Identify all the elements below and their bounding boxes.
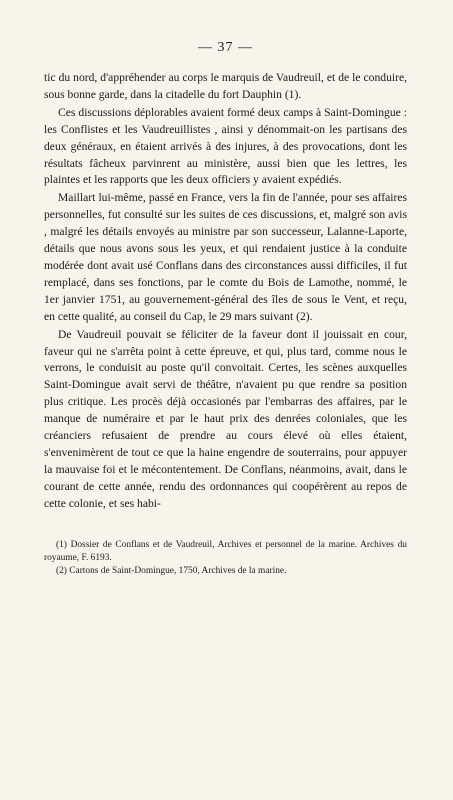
paragraph-camps: Ces discussions déplorables avaient formé deux camps à Saint-Domingue : les Conflistes et les Vaudreuillistes , ainsi y dénommait-on les partisans des deux généraux, en étaient arrivés à des injures, à des provocations, dont les résultats fâcheux parvinrent au ministère, aussi bien que les lettres, les plaintes et les rapports que les deux officiers y avaient expédiés. (44, 105, 407, 187)
paragraph-maillart: Maillart lui-même, passé en France, vers la fin de l'année, pour ses affaires personnelles, fut consulté sur les suites de ces discussions, et, malgré son avis , malgré les détails envoyés au ministre par son successeur, Lalanne-Laporte, détails que nous avons sous les yeux, et qui rendaient justice à la conduite modérée dont avait usé Conflans dans des circonstances aussi difficiles, il fut remplacé, dans ses fonctions, par le comte du Bois de Lamothe, nommé, le 1er janvier 1751, au gouvernement-général des îles de sous le Vent, et reçu, en cette qualité, au conseil du Cap, le 29 mars suivant (2). (44, 191, 407, 323)
page-number: — 37 — (198, 40, 253, 55)
paragraph-continuation: tic du nord, d'appréhender au corps le marquis de Vaudreuil, et de le conduire, sous bonne garde, dans la citadelle du fort Dauphin (1). (44, 71, 407, 101)
body-text (44, 70, 407, 513)
footnotes (44, 539, 407, 579)
paragraph-vaudreuil: De Vaudreuil pouvait se féliciter de la faveur dont il jouissait en cour, faveur qui ne s'arrêta point à cette épreuve, et qui, plus tard, comme nous le verrons, le conduisit au poste qu'il convoitait. Certes, les scènes auxquelles Saint-Domingue avait servi de théâtre, n'avaient pu que rendre sa position plus critique. Les procès déjà occasionés par l'embarras des affaires, par le manque de numéraire et par le haut prix des denrées coloniales, que les créanciers refusaient de prendre au cours élevé où elles étaient, s'envenimèrent de tout ce que la haine engendre de souterrains, pour appuyer la mauvaise foi et le mécontentement. De Conflans, néanmoins, avait, dans le courant de cette année, rendu des ordonnances qui coopérèrent au repos de cette colonie, et ses habi- (44, 327, 407, 510)
footnote-2: (2) Cartons de Saint-Domingue, 1750, Archives de la marine. (56, 565, 287, 576)
footnote-1: (1) Dossier de Conflans et de Vaudreuil, Archives et personnel de la marine. Archives du royaume, F. 6193. (44, 539, 407, 563)
